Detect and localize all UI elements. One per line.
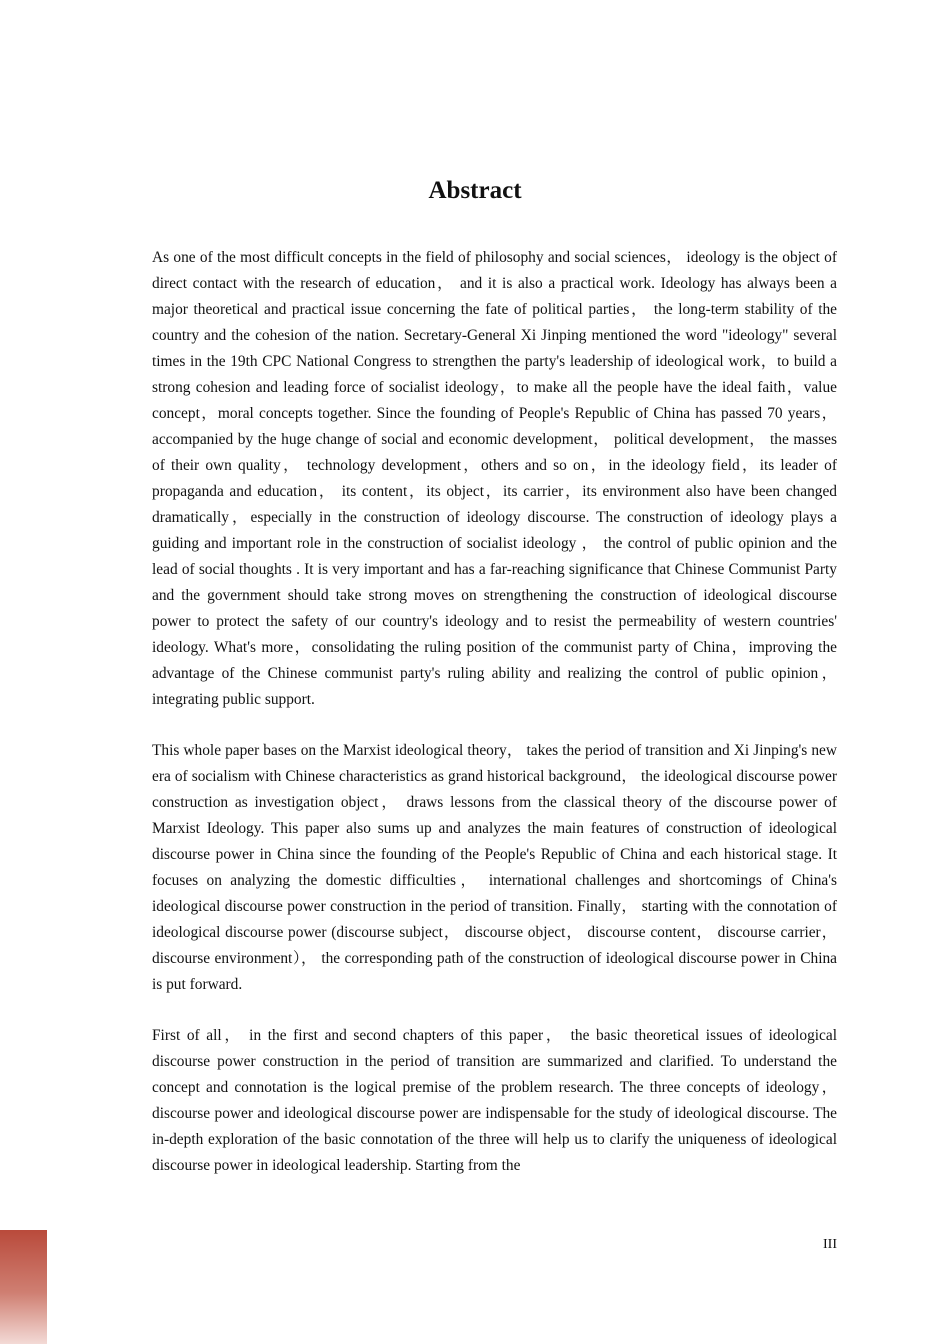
decorative-corner-bar <box>0 1230 47 1344</box>
page-title: Abstract <box>428 177 522 204</box>
page-number: III <box>823 1237 837 1252</box>
paragraph-1: As one of the most difficult concepts in the field of philosophy and social sciences， ideology is the object of direct contact with the research of education， and it is also a practical work. Ideology has always been a major theoretical and practical issue concerning the fate of political parties， the long-term stability of the country and the cohesion of the nation. Secretary-General Xi Jinping mentioned the word "ideology" several times in the 19th CPC National Congress to strengthen the party's leadership of ideological work，to build a strong cohesion and leading force of socialist ideology，to make all the people have the ideal faith，value concept，moral concepts together. Since the founding of People's Republic of China has passed 70 years， accompanied by the huge change of social and economic development， political development， the masses of their own quality， technology development，others and so on，in the ideology field，its leader of propaganda and education， its content，its object，its carrier，its environment also have been changed dramatically，especially in the construction of ideology discourse. The construction of ideology plays a guiding and important role in the construction of socialist ideology ， the control of public opinion and the lead of social thoughts . It is very important and has a far-reaching significance that Chinese Communist Party and the government should take strong moves on strengthening the construction of ideological discourse power to protect the safety of our country's ideology and to resist the permeability of western countries' ideology. What's more，consolidating the ruling position of the communist party of China，improving the advantage of the Chinese communist party's ruling ability and realizing the control of public opinion， integrating public support. <box>152 249 837 708</box>
abstract-body <box>152 245 837 1204</box>
paragraph-2: This whole paper bases on the Marxist ideological theory， takes the period of transition and Xi Jinping's new era of socialism with Chinese characteristics as grand historical background， the ideological discourse power construction as investigation object， draws lessons from the classical theory of the discourse power of Marxist Ideology. This paper also sums up and analyzes the main features of construction of ideological discourse power in China since the founding of the People's Republic of China and each historical stage. It focuses on analyzing the domestic difficulties， international challenges and shortcomings of China's ideological discourse power construction in the period of transition. Finally， starting with the connotation of ideological discourse power (discourse subject， discourse object， discourse content， discourse carrier， discourse environment）， the corresponding path of the construction of ideological discourse power in China is put forward. <box>152 742 837 993</box>
paragraph-3: First of all， in the first and second chapters of this paper， the basic theoretical issues of ideological discourse power construction in the period of transition are summarized and clarified. To understand the concept and connotation is the logical premise of the problem research. The three concepts of ideology， discourse power and ideological discourse power are indispensable for the study of ideological discourse. The in-depth exploration of the basic connotation of the three will help us to clarify the uniqueness of ideological discourse power in ideological leadership. Starting from the <box>152 1027 837 1174</box>
